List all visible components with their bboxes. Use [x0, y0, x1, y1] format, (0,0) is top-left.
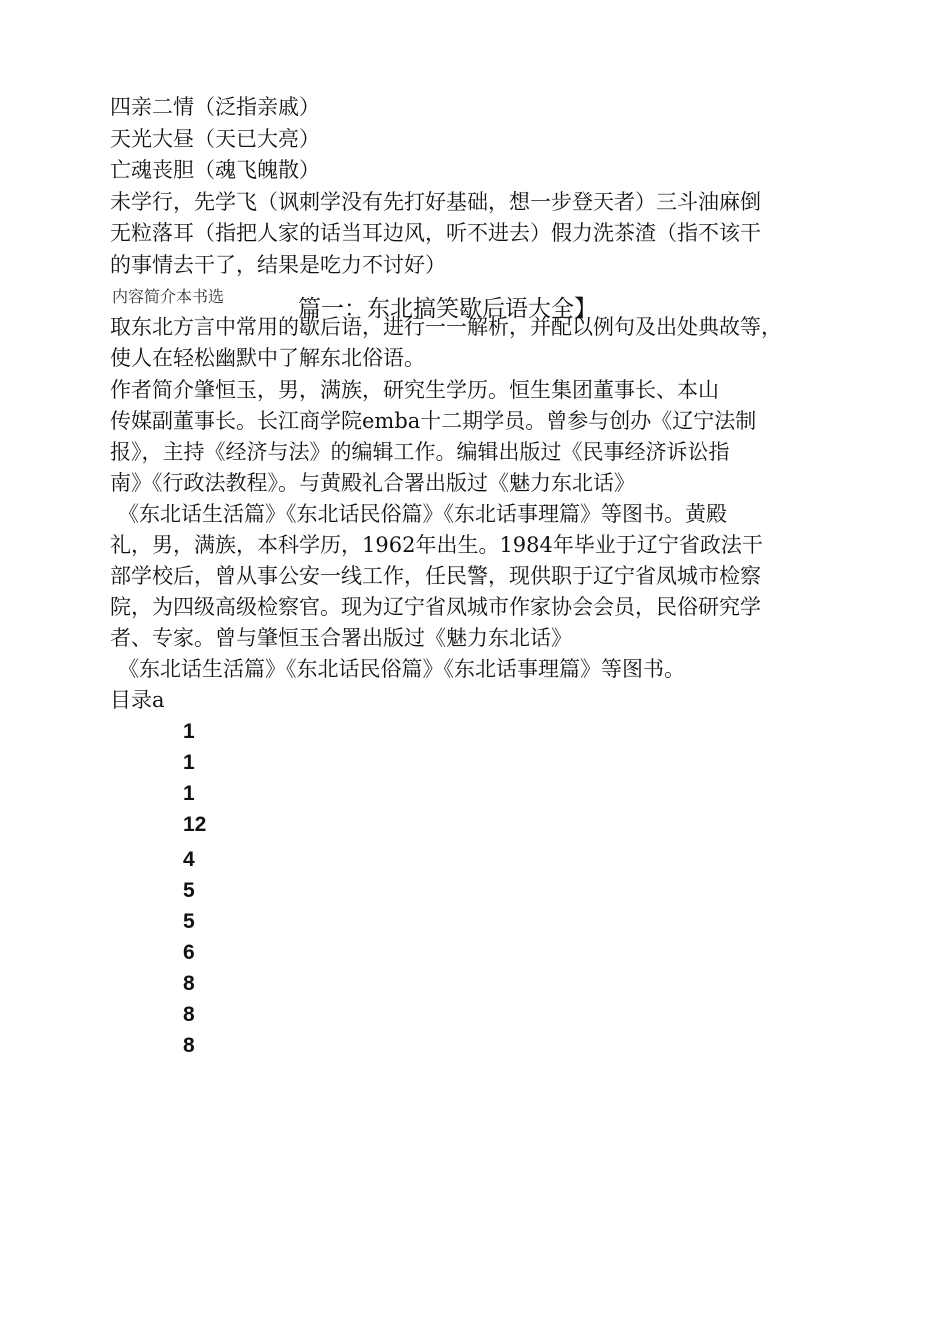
text-line: 四亲二情（泛指亲戚） — [110, 95, 320, 119]
toc-page-number: 4 — [183, 848, 195, 871]
text-line: 作者简介肇恒玉，男，满族，研究生学历。恒生集团董事长、本山 — [110, 378, 719, 402]
text-line: 亡魂丧胆（魂飞魄散） — [110, 158, 320, 182]
text-line: 未学行，先学飞（讽刺学没有先打好基础，想一步登天者）三斗油麻倒 — [110, 190, 761, 214]
text-line: 部学校后，曾从事公安一线工作，任民警，现供职于辽宁省凤城市检察 — [110, 564, 761, 588]
toc-page-number: 12 — [183, 813, 207, 836]
text-line: 传媒副董事长。长江商学院emba十二期学员。曾参与创办《辽宁法制 — [110, 409, 757, 433]
text-line: 者、专家。曾与肇恒玉合署出版过《魅力东北话》 — [110, 626, 572, 650]
text-line: 礼，男，满族，本科学历，1962年出生。1984年毕业于辽宁省政法干 — [110, 533, 763, 557]
text-line: 无粒落耳（指把人家的话当耳边风，听不进去）假力洗茶渣（指不该干 — [110, 221, 761, 245]
text-line: 取东北方言中常用的歇后语，进行一一解析，并配以例句及出处典故等， — [110, 315, 782, 339]
toc-page-number: 5 — [183, 910, 195, 933]
intro-label: 内容简介本书选 — [112, 287, 225, 306]
text-line: 使人在轻松幽默中了解东北俗语。 — [110, 346, 425, 370]
text-line: 天光大昼（天已大亮） — [110, 127, 320, 151]
toc-page-number: 8 — [183, 1034, 195, 1057]
toc-page-number: 1 — [183, 720, 195, 743]
toc-page-number: 1 — [183, 782, 195, 805]
text-line: 报》，主持《经济与法》的编辑工作。编辑出版过《民事经济诉讼指 — [110, 440, 730, 464]
toc-title: 目录a — [110, 688, 165, 712]
text-line: 院，为四级高级检察官。现为辽宁省凤城市作家协会会员，民俗研究学 — [110, 595, 761, 619]
toc-page-number: 8 — [183, 1003, 195, 1026]
toc-page-number: 6 — [183, 941, 195, 964]
text-line: 南》《行政法教程》。与黄殿礼合署出版过《魅力东北话》 — [110, 471, 635, 495]
text-line: 的事情去干了，结果是吃力不讨好） — [110, 253, 446, 277]
text-line: 《东北话生活篇》《东北话民俗篇》《东北话事理篇》等图书。黄殿 — [118, 502, 727, 526]
toc-page-number: 1 — [183, 751, 195, 774]
text-line: 《东北话生活篇》《东北话民俗篇》《东北话事理篇》等图书。 — [118, 657, 685, 681]
toc-page-number: 5 — [183, 879, 195, 902]
toc-page-number: 8 — [183, 972, 195, 995]
section-heading: 篇一：东北搞笑歇后语大全】 — [298, 296, 597, 322]
